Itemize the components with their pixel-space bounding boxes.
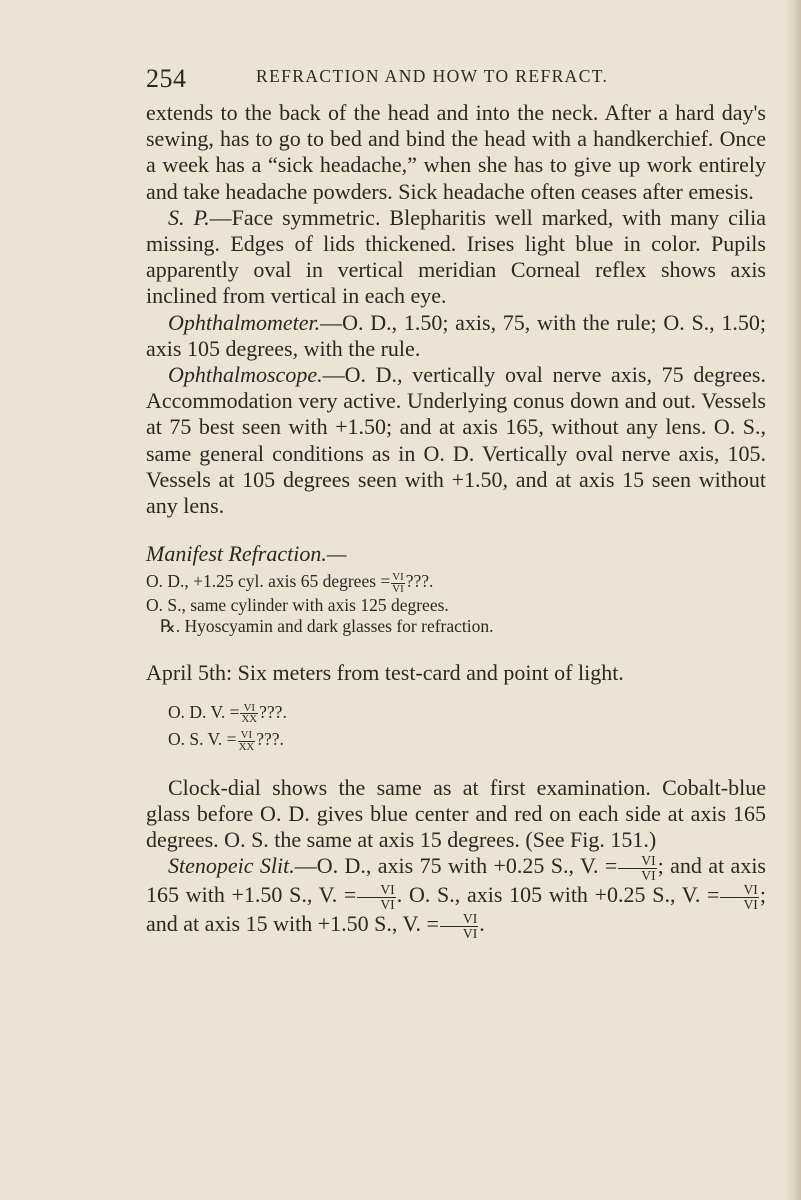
prescription-line bbox=[146, 616, 766, 638]
va-od-line bbox=[146, 702, 766, 725]
paragraph-stenopeic bbox=[146, 853, 766, 940]
va-os-text: O. S. V. = bbox=[168, 729, 237, 750]
page-number: 254 bbox=[146, 64, 187, 93]
page-edge-shadow bbox=[787, 0, 801, 1200]
label-sp: S. P. bbox=[168, 204, 210, 230]
text-ophthalmoscope: —O. D., vertically oval nerve axis, 75 degrees. Accommodation very active. Underlying conus down and out. Vessels at 75 best seen with +1.50; and at axis 165, without any lens. O. S., same general conditions as in O. D. Vertically oval nerve axis, 105. Vessels at 105 degrees seen with +1.50, and at axis 15 seen without any lens. bbox=[146, 362, 766, 519]
manifest-od-line bbox=[146, 571, 766, 594]
stenopeic-text-c: . O. S., axis 105 with +0.25 S., V. = bbox=[396, 882, 720, 908]
label-ophthalmoscope: Ophthalmoscope. bbox=[168, 362, 323, 388]
stenopeic-text-e: . bbox=[479, 911, 485, 937]
page-header bbox=[146, 60, 766, 100]
va-os-line bbox=[146, 729, 766, 752]
paragraph-history: extends to the back of the head and into the neck. After a hard day's sewing, has to go to bed and bind the head with a handkerchief. Once a week has a “sick headache,” when she has to give up work entirely and take headache powders. Sick headache often ceases after emesis. bbox=[146, 100, 766, 204]
fraction-stenopeic-3: $\frac{VI}{VI}$ bbox=[720, 883, 758, 911]
fraction-stenopeic-4: $\frac{VI}{VI}$ bbox=[440, 912, 478, 940]
label-stenopeic: Stenopeic Slit. bbox=[168, 853, 295, 879]
va-od-suffix: ???. bbox=[259, 701, 287, 722]
stenopeic-text-d: ; and at axis 15 with +1.50 S., V. = bbox=[146, 882, 766, 937]
va-od-text: O. D. V. = bbox=[168, 701, 240, 722]
stenopeic-text-b: ; and at axis 165 with +1.50 S., V. = bbox=[146, 853, 766, 908]
va-os-suffix: ???. bbox=[256, 729, 284, 750]
label-ophthalmometer: Ophthalmometer. bbox=[168, 309, 321, 335]
text-sp: —Face symmetric. Blepharitis well marked, with many cilia missing. Edges of lids thickened. Irises light blue in color. Pupils apparently oval in vertical meridian Corneal reflex shows axis inclined from vertical in each eye. bbox=[146, 204, 766, 309]
paragraph-subjective bbox=[146, 205, 766, 310]
fraction-stenopeic-1: $\frac{VI}{VI}$ bbox=[618, 854, 656, 882]
paragraph-ophthalmometer bbox=[146, 310, 766, 362]
manifest-od-suffix: ???. bbox=[405, 571, 434, 592]
fraction-manifest-od: $\frac{VI}{VI}$ bbox=[392, 571, 404, 595]
manifest-refraction-heading: Manifest Refraction.— bbox=[146, 541, 347, 567]
paragraph-clock-dial: Clock-dial shows the same as at first examination. Cobalt-blue glass before O. D. gives blue center and red on each side at axis 165 degrees. O. S. the same at axis 15 degrees. (See Fig. 151.) bbox=[146, 774, 766, 853]
rx-text: Hyoscyamin and dark glasses for refraction. bbox=[184, 616, 494, 637]
rx-symbol: ℞. bbox=[160, 616, 181, 637]
fraction-va-od: $\frac{VI}{XX}$ bbox=[241, 701, 258, 726]
paragraph-ophthalmoscope bbox=[146, 362, 766, 519]
manifest-os-line: O. S., same cylinder with axis 125 degrees. bbox=[146, 594, 449, 615]
fraction-va-os: $\frac{VI}{XX}$ bbox=[238, 728, 255, 753]
page-body bbox=[146, 100, 766, 941]
april-line: April 5th: Six meters from test-card and point of light. bbox=[146, 659, 624, 685]
running-head: REFRACTION AND HOW TO REFRACT. bbox=[256, 66, 609, 86]
text-ophthalmometer: —O. D., 1.50; axis, 75, with the rule; O. S., 1.50; axis 105 degrees, with the rule. bbox=[146, 309, 766, 361]
manifest-od-text: O. D., +1.25 cyl. axis 65 degrees = bbox=[146, 571, 391, 592]
stenopeic-text-a: —O. D., axis 75 with +0.25 S., V. = bbox=[294, 853, 618, 879]
fraction-stenopeic-2: $\frac{VI}{VI}$ bbox=[357, 883, 395, 911]
